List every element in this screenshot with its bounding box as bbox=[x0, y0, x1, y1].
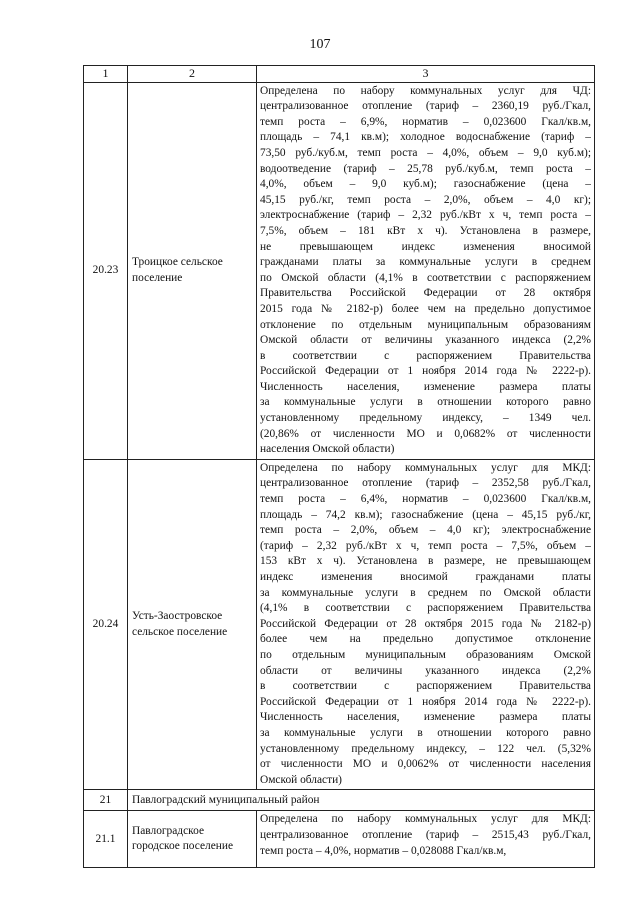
settlement-name: Троицкое сельское поселение bbox=[128, 82, 257, 459]
header-col-2: 2 bbox=[128, 66, 257, 83]
description-line: Определена по набору коммунальных услуг для МКД: bbox=[260, 813, 591, 826]
description-line: 45,15 руб./кг, темп роста – 2,0%, объем – 4,0 кг); bbox=[260, 193, 591, 206]
description-line: централизованное отопление (тариф – 2360,19 руб./Гкал, bbox=[260, 100, 591, 113]
description-line: 153 кВт x ч). Установлена в размере, не превышающем bbox=[260, 555, 591, 568]
description-line: населения Омской области) bbox=[260, 443, 395, 456]
description-line: Правительства Российской Федерации от 28 октября bbox=[260, 287, 591, 300]
description-line: гражданами платы за коммунальные услуги в среднем bbox=[260, 256, 591, 269]
description-line: электроснабжение (тариф – 2,32 руб./кВт x ч, темп роста – bbox=[260, 209, 591, 222]
table-header-row bbox=[84, 66, 595, 83]
description-line: установленному предельному индексу, – 122 чел. (5,32% bbox=[260, 742, 591, 755]
description-line: темп роста – 6,4%, норматив – 0,023600 Гкал/кв.м, bbox=[260, 493, 591, 506]
table-row bbox=[84, 811, 595, 868]
header-col-3: 3 bbox=[257, 66, 595, 83]
description-line: централизованное отопление (тариф – 2352,58 руб./Гкал, bbox=[260, 477, 591, 490]
description-line: Омской области от величины указанного индекса (2,2% bbox=[260, 334, 591, 347]
description-line: площадь – 74,2 кв.м); газоснабжение (цена – 45,15 руб./кг, bbox=[260, 508, 591, 521]
description-line: площадь – 74,1 кв.м); холодное водоснабжение (тариф – bbox=[260, 131, 591, 144]
description-line: 2015 года № 2182-р) более чем на предельно допустимое bbox=[260, 302, 591, 315]
description-line: Российской Федерации от 28 октября 2015 года № 2182-р) bbox=[260, 617, 591, 630]
description-line: за коммунальные услуги в среднем по Омской области bbox=[260, 586, 591, 599]
description-line: за коммунальные услуги в отношении которого равно bbox=[260, 726, 591, 739]
tariff-table bbox=[83, 65, 595, 868]
description-line: индекс изменения вносимой гражданами платы bbox=[260, 571, 591, 583]
description-line: Российской Федерации от 1 ноября 2014 года № 2222-р). bbox=[260, 365, 591, 378]
description-line: по отдельным муниципальным образованиям Омской bbox=[260, 648, 591, 661]
description-line: не превышающем индекс изменения вносимой bbox=[260, 240, 591, 253]
row-description bbox=[257, 811, 595, 868]
description-line: 4,0%, объем – 9,0 куб.м); газоснабжение (цена – bbox=[260, 178, 591, 191]
description-line: от численности МО и 0,0062% от численности населения bbox=[260, 758, 591, 771]
table-row bbox=[84, 82, 595, 459]
description-line: темп роста – 2,0%, объем – 4,0 кг); электроснабжение bbox=[260, 524, 591, 537]
description-line: отклонение по отдельным муниципальным образованиям bbox=[260, 318, 591, 331]
row-description bbox=[257, 459, 595, 789]
description-line: Численность населения, изменение размера платы bbox=[260, 380, 591, 393]
description-line: за коммунальные услуги в отношении которого равно bbox=[260, 396, 591, 409]
description-line: Омской области) bbox=[260, 773, 342, 786]
description-line: темп роста – 4,0%, норматив – 0,028088 Гкал/кв.м, bbox=[260, 844, 507, 857]
description-line: установленному предельному индексу, – 1349 чел. bbox=[260, 412, 591, 425]
description-line: Определена по набору коммунальных услуг для ЧД: bbox=[260, 84, 591, 97]
row-number: 20.24 bbox=[84, 459, 128, 789]
description-line: Определена по набору коммунальных услуг для МКД: bbox=[260, 461, 591, 474]
row-number: 21.1 bbox=[84, 811, 128, 868]
description-line: 73,50 руб./куб.м, темп роста – 4,0%, объем – 9,0 куб.м); bbox=[260, 146, 591, 159]
description-line: 7,5%, объем – 181 кВт x ч). Установлена в размере, bbox=[260, 224, 591, 237]
settlement-name: Павлоградское городское поселение bbox=[128, 811, 257, 868]
table-row bbox=[84, 459, 595, 789]
description-line: Численность населения, изменение размера платы bbox=[260, 711, 591, 724]
row-number: 20.23 bbox=[84, 82, 128, 459]
description-line: Российской Федерации от 1 ноября 2014 года № 2222-р). bbox=[260, 695, 591, 708]
description-line: более чем на предельно допустимое отклонение bbox=[260, 633, 591, 646]
description-line: (тариф – 2,32 руб./кВт x ч, темп роста – 7,5%, объем – bbox=[260, 539, 591, 552]
district-name: Павлоградский муниципальный район bbox=[128, 790, 595, 811]
district-row bbox=[84, 790, 595, 811]
description-line: водоотведение (тариф – 25,78 руб./куб.м, темп роста – bbox=[260, 162, 591, 175]
description-line: (4,1% в соответствии с распоряжением Правительства bbox=[260, 602, 591, 615]
description-line: по Омской области (4,1% в соответствии с распоряжением bbox=[260, 271, 591, 284]
district-number: 21 bbox=[84, 790, 128, 811]
description-line: области от величины указанного индекса (2,2% bbox=[260, 664, 591, 677]
description-line: в соответствии с распоряжением Правительства bbox=[260, 680, 591, 693]
settlement-name: Усть-Заостровское сельское поселение bbox=[128, 459, 257, 789]
description-line: в соответствии с распоряжением Правительства bbox=[260, 349, 591, 362]
row-description bbox=[257, 82, 595, 459]
description-line: (20,86% от численности МО и 0,0682% от численности bbox=[260, 427, 591, 440]
description-line: централизованное отопление (тариф – 2515,43 руб./Гкал, bbox=[260, 828, 591, 841]
description-line: темп роста – 6,9%, норматив – 0,023600 Гкал/кв.м, bbox=[260, 115, 591, 128]
header-col-1: 1 bbox=[84, 66, 128, 83]
page-number: 107 bbox=[309, 37, 331, 52]
